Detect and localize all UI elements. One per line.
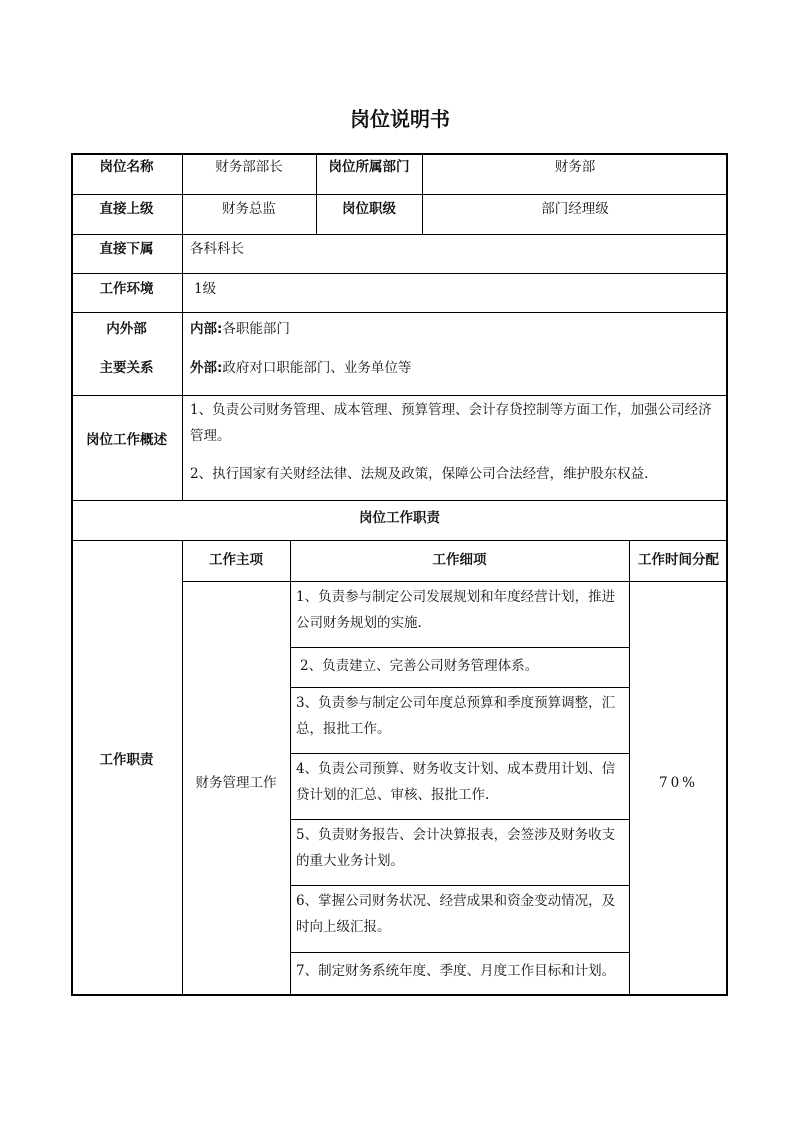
- subordinate-label: 直接下属: [99, 241, 154, 257]
- relations-label: 主要关系: [99, 360, 154, 376]
- department-value: 财务部: [554, 159, 596, 175]
- internal-relations: [190, 318, 720, 340]
- external-value: 政府对口职能部门、业务单位等: [222, 360, 412, 376]
- internal-value: 各职能部门: [222, 321, 290, 337]
- col-header-detail: 工作细项: [432, 552, 487, 568]
- position-name-label: 岗位名称: [99, 159, 154, 175]
- row-divider: [182, 581, 728, 582]
- time-allocation: 70%: [658, 775, 698, 791]
- detail-divider: [290, 819, 629, 820]
- duties-left-label: 工作职责: [99, 752, 154, 768]
- detail-item: 6、掌握公司财务状况、经营成果和资金变动情况，及时向上级汇报。: [296, 893, 616, 935]
- internal-label: 内部:: [190, 321, 223, 337]
- duties-section-title: 岗位工作职责: [359, 510, 440, 526]
- external-relations: [190, 357, 720, 379]
- detail-divider: [290, 885, 629, 886]
- detail-item: 4、负责公司预算、财务收支计划、成本费用计划、信贷计划的汇总、审核、报批工作.: [296, 761, 616, 803]
- col-divider: [182, 540, 183, 996]
- environment-value: 1级: [194, 281, 217, 297]
- page-title: 岗位说明书: [350, 107, 450, 131]
- position-name-value: 财务部部长: [215, 159, 283, 175]
- external-label: 外部:: [190, 360, 223, 376]
- col-divider: [290, 540, 291, 996]
- relations-label: 内外部: [106, 321, 147, 337]
- col-header-main: 工作主项: [209, 552, 263, 568]
- detail-item: 3、负责参与制定公司年度总预算和季度预算调整，汇总，报批工作。: [296, 695, 616, 737]
- detail-item: 5、负责财务报告、会计决算报表，会签涉及财务收支的重大业务计划。: [296, 827, 616, 869]
- superior-label: 直接上级: [99, 201, 154, 217]
- superior-value: 财务总监: [222, 201, 276, 217]
- overview-item: 2、执行国家有关财经法律、法规及政策，保障公司合法经营，维护股东权益.: [190, 466, 649, 482]
- detail-divider: [290, 647, 629, 648]
- main-item: 财务管理工作: [195, 775, 277, 791]
- detail-divider: [290, 952, 629, 953]
- detail-divider: [290, 753, 629, 754]
- detail-item: 2、负责建立、完善公司财务管理体系。: [300, 658, 539, 674]
- department-label: 岗位所属部门: [328, 159, 410, 175]
- level-label: 岗位职级: [342, 201, 396, 217]
- row-divider: [71, 194, 728, 195]
- environment-label: 工作环境: [99, 281, 154, 297]
- level-value: 部门经理级: [541, 201, 609, 217]
- col-divider: [629, 540, 630, 996]
- row-divider: [71, 312, 728, 313]
- row-divider: [71, 500, 728, 501]
- detail-item: 7、制定财务系统年度、季度、月度工作目标和计划。: [296, 963, 616, 979]
- overview-label: 岗位工作概述: [86, 432, 167, 448]
- row-divider: [71, 273, 728, 274]
- detail-divider: [290, 687, 629, 688]
- overview-item: 1、负责公司财务管理、成本管理、预算管理、会计存贷控制等方面工作，加强公司经济管理。: [190, 402, 712, 444]
- detail-item: 1、负责参与制定公司发展规划和年度经营计划，推进公司财务规划的实施.: [296, 589, 616, 631]
- col-header-time: 工作时间分配: [638, 552, 719, 568]
- row-divider: [71, 234, 728, 235]
- row-divider: [71, 395, 728, 396]
- subordinate-value: 各科科长: [190, 241, 244, 257]
